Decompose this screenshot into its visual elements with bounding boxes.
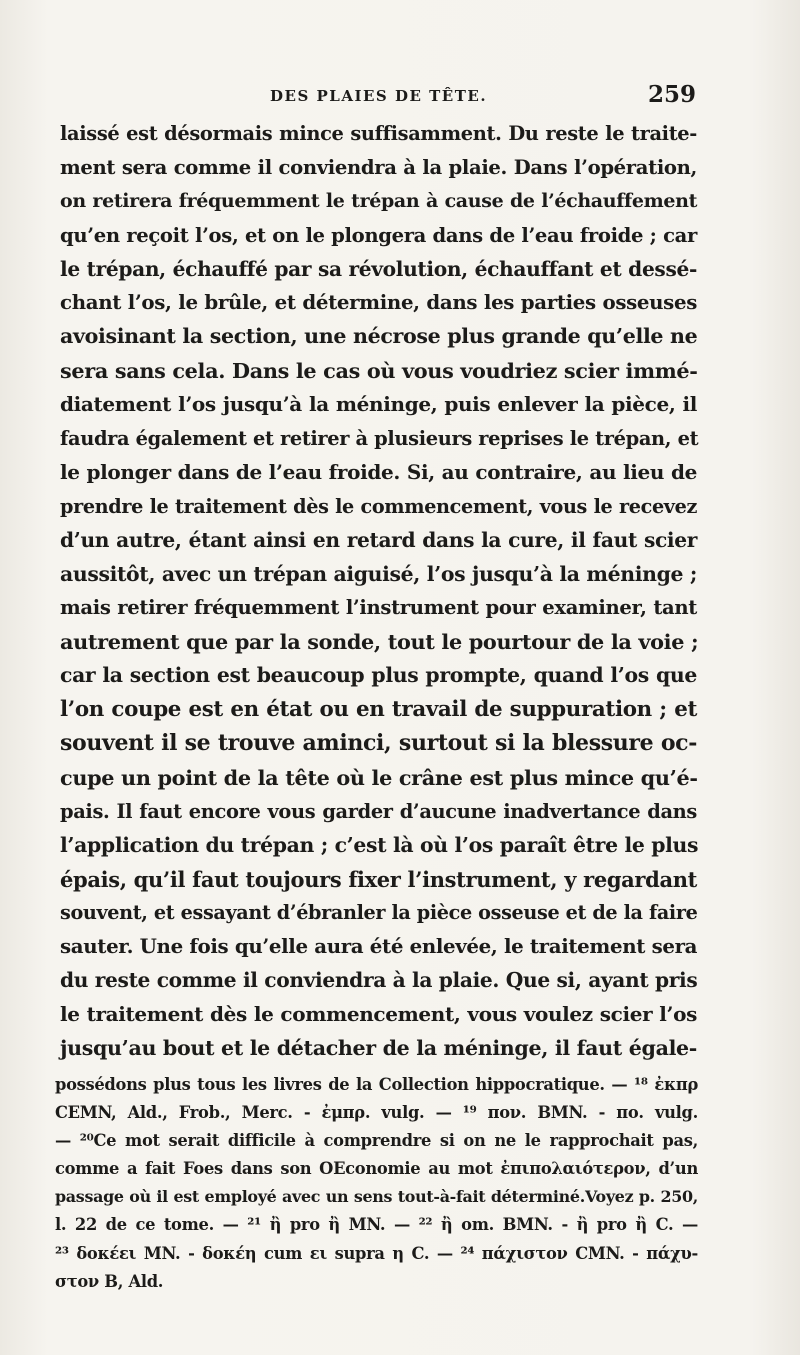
body-line: autrement que par la sonde, tout le pourtour de la voie ; (60, 629, 699, 655)
body-line: cupe un point de la tête où le crâne est plus mince qu’é- (60, 764, 698, 790)
body-line: sera sans cela. Dans le cas où vous voudriez scier immé- (60, 358, 698, 384)
footnotes (55, 1071, 698, 1296)
body-line: d’un autre, étant ainsi en retard dans la cure, il faut scier (60, 527, 697, 552)
body-line: diatement l’os jusqu’à la méninge, puis enlever la pièce, il (60, 392, 697, 417)
footnote-line: ²³ δοκέει MN. - δοκέη cum ει supra η C. — ²⁴ πάχιστον CMN. - πάχυ- (55, 1243, 698, 1263)
body-line: faudra également et retirer à plusieurs reprises le trépan, et (60, 427, 699, 451)
footnote-line: CEMN, Ald., Frob., Merc. - ἐμπρ. vulg. — ¹⁹ πον. BMN. - πο. vulg. (55, 1103, 698, 1123)
body-line: du reste comme il conviendra à la plaie. Que si, ayant pris (60, 968, 698, 993)
body-line: ment sera comme il conviendra à la plaie. Dans l’opération, (60, 155, 697, 179)
body-line: souvent, et essayant d’ébranler la pièce osseuse et de la faire (60, 901, 698, 925)
footnote-line: l. 22 de ce tome. — ²¹ ἢ pro ἢ MN. — ²² ἢ om. BMN. - ἢ pro ἢ C. — (55, 1215, 698, 1235)
body-line: l’application du trépan ; c’est là où l’os paraît être le plus (60, 832, 699, 857)
body-line: qu’en reçoit l’os, et on le plongera dans de l’eau froide ; car (60, 223, 697, 247)
page-number: 259 (647, 81, 696, 108)
body-line: aussitôt, avec un trépan aiguisé, l’os jusqu’à la méninge ; (60, 561, 698, 586)
body-line: avoisinant la section, une nécrose plus grande qu’elle ne (60, 324, 698, 349)
footnote-line: passage où il est employé avec un sens tout-à-fait déterminé.Voyez p. 250, (55, 1187, 698, 1207)
body-line: mais retirer fréquemment l’instrument pour examiner, tant (60, 596, 697, 620)
body-line: on retirera fréquemment le trépan à cause de l’échauffement (60, 189, 697, 212)
body-line: laissé est désormais mince suffisamment. Du reste le traite- (60, 122, 697, 145)
body-line: souvent il se trouve aminci, surtout si la blessure oc- (60, 730, 697, 757)
body-line: le plonger dans de l’eau froide. Si, au contraire, au lieu de (60, 459, 697, 484)
body-line: sauter. Une fois qu’elle aura été enlevée, le traitement sera (60, 934, 698, 959)
body-line: car la section est beaucoup plus prompte, quand l’os que (60, 663, 697, 688)
body-line: le traitement dès le commencement, vous voulez scier l’os (60, 1002, 697, 1027)
body-line: pais. Il faut encore vous garder d’aucune inadvertance dans (60, 799, 697, 823)
body-text (60, 117, 697, 1066)
body-line: chant l’os, le brûle, et détermine, dans les parties osseuses (60, 290, 697, 315)
footnote-line: comme a fait Foes dans son OEconomie au mot ἐπιπολαιότερον, d’un (55, 1159, 698, 1179)
footnote-line: στον B, Ald. (55, 1271, 164, 1291)
body-line: épais, qu’il faut toujours fixer l’instrument, y regardant (60, 866, 697, 892)
body-line: le trépan, échauffé par sa révolution, échauffant et dessé- (60, 256, 697, 281)
body-line: prendre le traitement dès le commencement, vous le recevez (60, 494, 697, 518)
running-title: DES PLAIES DE TÊTE. (270, 87, 488, 105)
body-line: l’on coupe est en état ou en travail de suppuration ; et (60, 697, 697, 723)
body-line: jusqu’au bout et le détacher de la méninge, il faut égale- (60, 1036, 697, 1061)
footnote-line: possédons plus tous les livres de la Collection hippocratique. — ¹⁸ ἐκπρ (55, 1075, 698, 1094)
page-header (56, 83, 696, 113)
footnote-line: — ²⁰Ce mot serait difficile à comprendre si on ne le rapprochait pas, (55, 1131, 698, 1151)
